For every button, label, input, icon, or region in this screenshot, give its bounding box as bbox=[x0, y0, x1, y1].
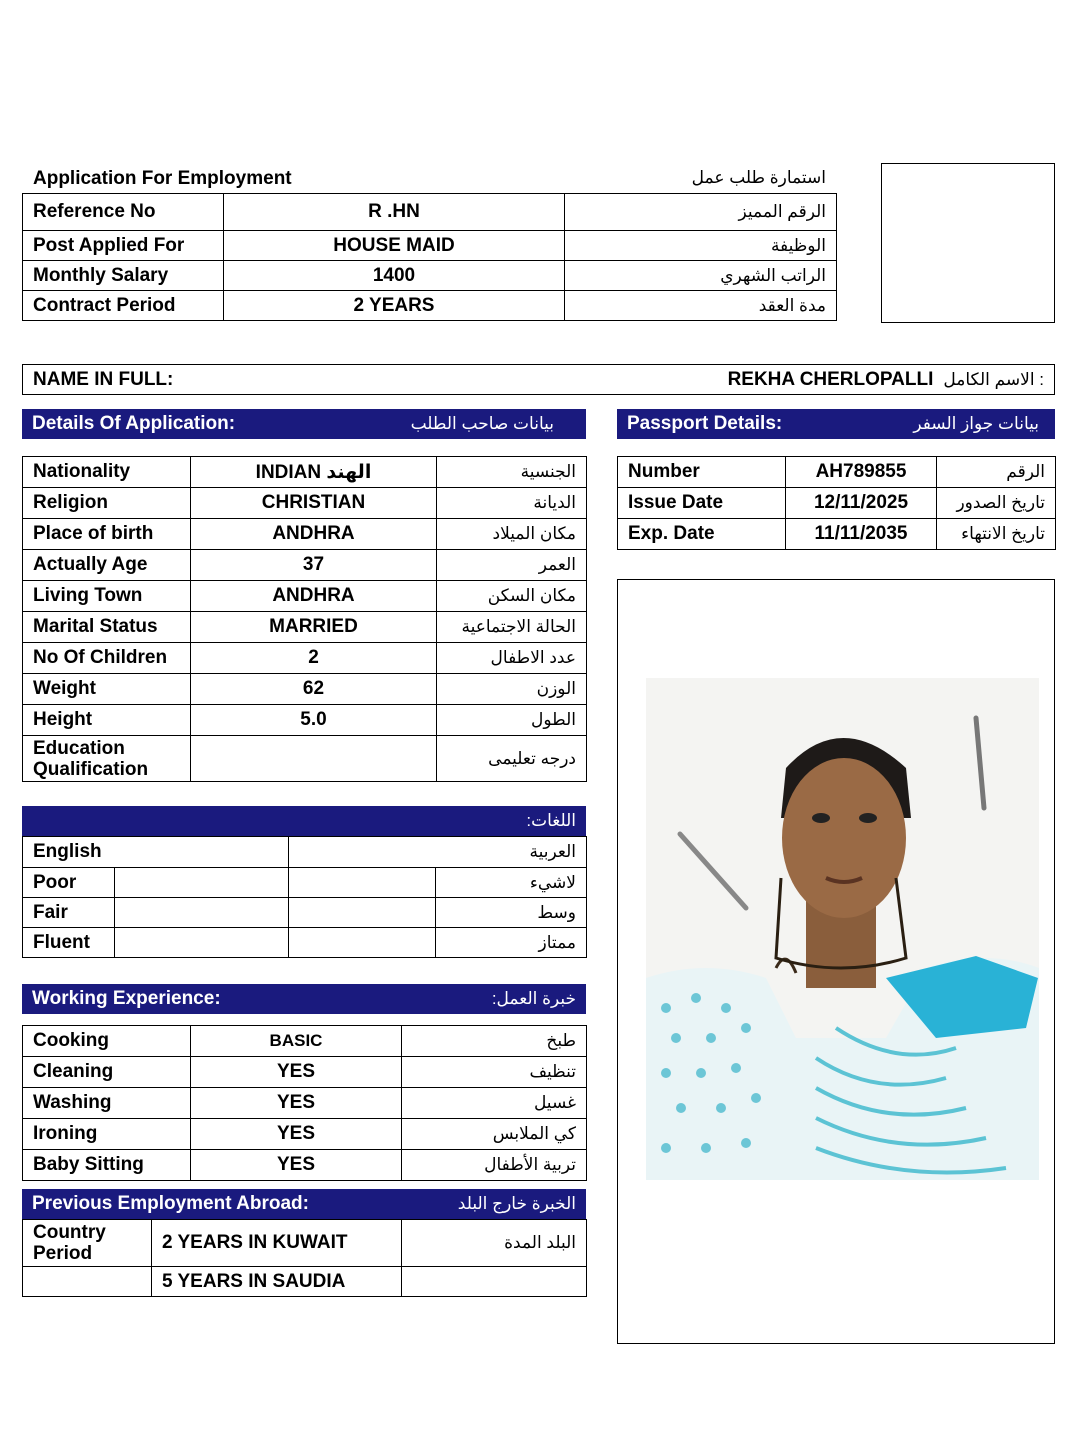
education-label bbox=[23, 736, 191, 782]
empty-label-cell bbox=[23, 1267, 152, 1297]
experience-table bbox=[22, 1025, 587, 1181]
table-row bbox=[23, 1220, 587, 1267]
experience-title: Working Experience: bbox=[32, 988, 221, 1009]
row-value: MARRIED bbox=[191, 612, 437, 643]
row-value: R .HN bbox=[224, 194, 565, 231]
reference-table bbox=[22, 193, 837, 321]
row-arabic: الحالة الاجتماعية bbox=[437, 612, 587, 643]
arabic-label: العربية bbox=[289, 837, 587, 868]
row-label: Monthly Salary bbox=[23, 261, 224, 291]
table-row bbox=[23, 1026, 587, 1057]
row-value: 2 YEARS bbox=[224, 291, 565, 321]
row-label: Marital Status bbox=[23, 612, 191, 643]
education-label-line-1: Education bbox=[33, 737, 125, 759]
arabic-level-cell bbox=[289, 928, 436, 958]
photo-placeholder-box bbox=[881, 163, 1055, 323]
row-value: 5.0 bbox=[191, 705, 437, 736]
row-value: AH789855 bbox=[786, 457, 937, 488]
row-arabic: غسيل bbox=[402, 1088, 587, 1119]
row-value: 37 bbox=[191, 550, 437, 581]
table-row bbox=[23, 898, 587, 928]
table-row bbox=[23, 674, 587, 705]
row-arabic: الراتب الشهري bbox=[565, 261, 837, 291]
period-label: Period bbox=[33, 1243, 93, 1264]
passport-table bbox=[617, 456, 1056, 550]
table-row bbox=[23, 928, 587, 958]
row-arabic: الديانة bbox=[437, 488, 587, 519]
table-row bbox=[23, 1267, 587, 1297]
row-label: Issue Date bbox=[618, 488, 786, 519]
row-arabic: الرقم المميز bbox=[565, 194, 837, 231]
english-level-cell bbox=[115, 868, 289, 898]
row-value: 62 bbox=[191, 674, 437, 705]
level-label: Poor bbox=[23, 868, 115, 898]
details-table bbox=[22, 456, 587, 782]
row-value: ANDHRA bbox=[191, 519, 437, 550]
table-row bbox=[23, 705, 587, 736]
row-label: Contract Period bbox=[23, 291, 224, 321]
row-arabic: مدة العقد bbox=[565, 291, 837, 321]
previous-entry: 5 YEARS IN SAUDIA bbox=[152, 1267, 402, 1297]
row-value: YES bbox=[191, 1088, 402, 1119]
row-label: Exp. Date bbox=[618, 519, 786, 550]
table-row bbox=[23, 194, 837, 231]
details-header-bar bbox=[22, 409, 586, 439]
face bbox=[782, 758, 906, 918]
full-name-arabic: : الاسم الكامل bbox=[943, 369, 1044, 389]
level-label: Fluent bbox=[23, 928, 115, 958]
row-value: 12/11/2025 bbox=[786, 488, 937, 519]
row-value: 11/11/2035 bbox=[786, 519, 937, 550]
table-row bbox=[618, 457, 1056, 488]
row-label: Cooking bbox=[23, 1026, 191, 1057]
education-row bbox=[23, 736, 587, 782]
passport-title-arabic: بيانات جواز السفر bbox=[913, 414, 1039, 433]
row-arabic: مكان السكن bbox=[437, 581, 587, 612]
photo-frame bbox=[617, 579, 1055, 1344]
row-value: INDIAN الهند bbox=[191, 457, 437, 488]
row-value: BASIC bbox=[191, 1026, 402, 1057]
row-arabic: تربية الأطفال bbox=[402, 1150, 587, 1181]
row-arabic: الوزن bbox=[437, 674, 587, 705]
form-title: Application For Employment bbox=[33, 168, 292, 189]
details-title: Details Of Application: bbox=[32, 413, 236, 434]
row-value: HOUSE MAID bbox=[224, 231, 565, 261]
experience-title-arabic: خبرة العمل: bbox=[491, 989, 576, 1008]
table-row bbox=[23, 488, 587, 519]
row-value: YES bbox=[191, 1119, 402, 1150]
row-label: Place of birth bbox=[23, 519, 191, 550]
form-title-arabic: استمارة طلب عمل bbox=[691, 168, 826, 187]
row-label: Living Town bbox=[23, 581, 191, 612]
table-row bbox=[23, 837, 587, 868]
previous-employment-header-bar bbox=[22, 1189, 586, 1219]
full-name-value: REKHA CHERLOPALLI bbox=[727, 368, 934, 390]
table-row bbox=[618, 488, 1056, 519]
row-label: Nationality bbox=[23, 457, 191, 488]
row-value: CHRISTIAN bbox=[191, 488, 437, 519]
row-arabic: مكان الميلاد bbox=[437, 519, 587, 550]
row-arabic: كي الملابس bbox=[402, 1119, 587, 1150]
english-label: English bbox=[23, 837, 289, 868]
english-level-cell bbox=[115, 898, 289, 928]
row-arabic: الطول bbox=[437, 705, 587, 736]
table-row bbox=[23, 1057, 587, 1088]
row-label: Number bbox=[618, 457, 786, 488]
education-arabic: درجه تعليمى bbox=[437, 736, 587, 782]
passport-title: Passport Details: bbox=[627, 413, 783, 434]
country-period-arabic: البلد المدة bbox=[402, 1220, 587, 1267]
row-label: Actually Age bbox=[23, 550, 191, 581]
country-label: Country bbox=[33, 1222, 106, 1243]
row-value: 1400 bbox=[224, 261, 565, 291]
details-title-arabic: بيانات صاحب الطلب bbox=[410, 414, 554, 433]
education-label-line-2: Qualification bbox=[33, 758, 149, 780]
table-row bbox=[23, 231, 837, 261]
row-label: Washing bbox=[23, 1088, 191, 1119]
row-label: Cleaning bbox=[23, 1057, 191, 1088]
english-level-cell bbox=[115, 928, 289, 958]
previous-employment-table bbox=[22, 1219, 587, 1297]
languages-title-arabic: اللغات: bbox=[526, 811, 576, 830]
row-arabic: تاريخ الانتهاء bbox=[937, 519, 1056, 550]
left-eye bbox=[812, 813, 830, 823]
full-name-row bbox=[22, 364, 1055, 395]
row-label: Post Applied For bbox=[23, 231, 224, 261]
table-row bbox=[23, 1088, 587, 1119]
previous-employment-title: Previous Employment Abroad: bbox=[32, 1193, 309, 1214]
previous-entry: 2 YEARS IN KUWAIT bbox=[152, 1220, 402, 1267]
table-row bbox=[23, 1150, 587, 1181]
country-period-label bbox=[23, 1220, 152, 1267]
experience-header-bar bbox=[22, 984, 586, 1014]
arabic-level-cell bbox=[289, 898, 436, 928]
row-value: 2 bbox=[191, 643, 437, 674]
row-label: Ironing bbox=[23, 1119, 191, 1150]
row-arabic: العمر bbox=[437, 550, 587, 581]
level-arabic: وسط bbox=[436, 898, 587, 928]
row-label: Religion bbox=[23, 488, 191, 519]
table-row bbox=[23, 550, 587, 581]
table-row bbox=[23, 457, 587, 488]
row-label: No Of Children bbox=[23, 643, 191, 674]
table-row bbox=[23, 581, 587, 612]
row-value: YES bbox=[191, 1057, 402, 1088]
row-arabic: طبخ bbox=[402, 1026, 587, 1057]
previous-employment-title-arabic: الخبرة خارج البلد bbox=[457, 1194, 576, 1213]
table-row bbox=[23, 612, 587, 643]
row-value: YES bbox=[191, 1150, 402, 1181]
level-arabic: لاشيء bbox=[436, 868, 587, 898]
education-value bbox=[191, 736, 437, 782]
table-row bbox=[618, 519, 1056, 550]
row-arabic: عدد الاطفال bbox=[437, 643, 587, 674]
languages-table bbox=[22, 836, 587, 958]
row-label: Height bbox=[23, 705, 191, 736]
empty-arabic-cell bbox=[402, 1267, 587, 1297]
table-row bbox=[23, 261, 837, 291]
table-row bbox=[23, 519, 587, 550]
table-row bbox=[23, 643, 587, 674]
table-row bbox=[23, 291, 837, 321]
level-label: Fair bbox=[23, 898, 115, 928]
languages-header-bar bbox=[22, 806, 586, 836]
row-arabic: تنظيف bbox=[402, 1057, 587, 1088]
arabic-level-cell bbox=[289, 868, 436, 898]
full-name-label: NAME IN FULL: bbox=[33, 368, 174, 390]
row-label: Reference No bbox=[23, 194, 224, 231]
table-row bbox=[23, 1119, 587, 1150]
row-label: Baby Sitting bbox=[23, 1150, 191, 1181]
applicant-photo bbox=[646, 678, 1039, 1180]
row-arabic: الرقم bbox=[937, 457, 1056, 488]
level-arabic: ممتاز bbox=[436, 928, 587, 958]
row-label: Weight bbox=[23, 674, 191, 705]
table-row bbox=[23, 868, 587, 898]
row-arabic: الوظيفة bbox=[565, 231, 837, 261]
row-arabic: تاريخ الصدور bbox=[937, 488, 1056, 519]
row-value: ANDHRA bbox=[191, 581, 437, 612]
row-arabic: الجنسية bbox=[437, 457, 587, 488]
passport-header-bar bbox=[617, 409, 1055, 439]
right-eye bbox=[859, 813, 877, 823]
